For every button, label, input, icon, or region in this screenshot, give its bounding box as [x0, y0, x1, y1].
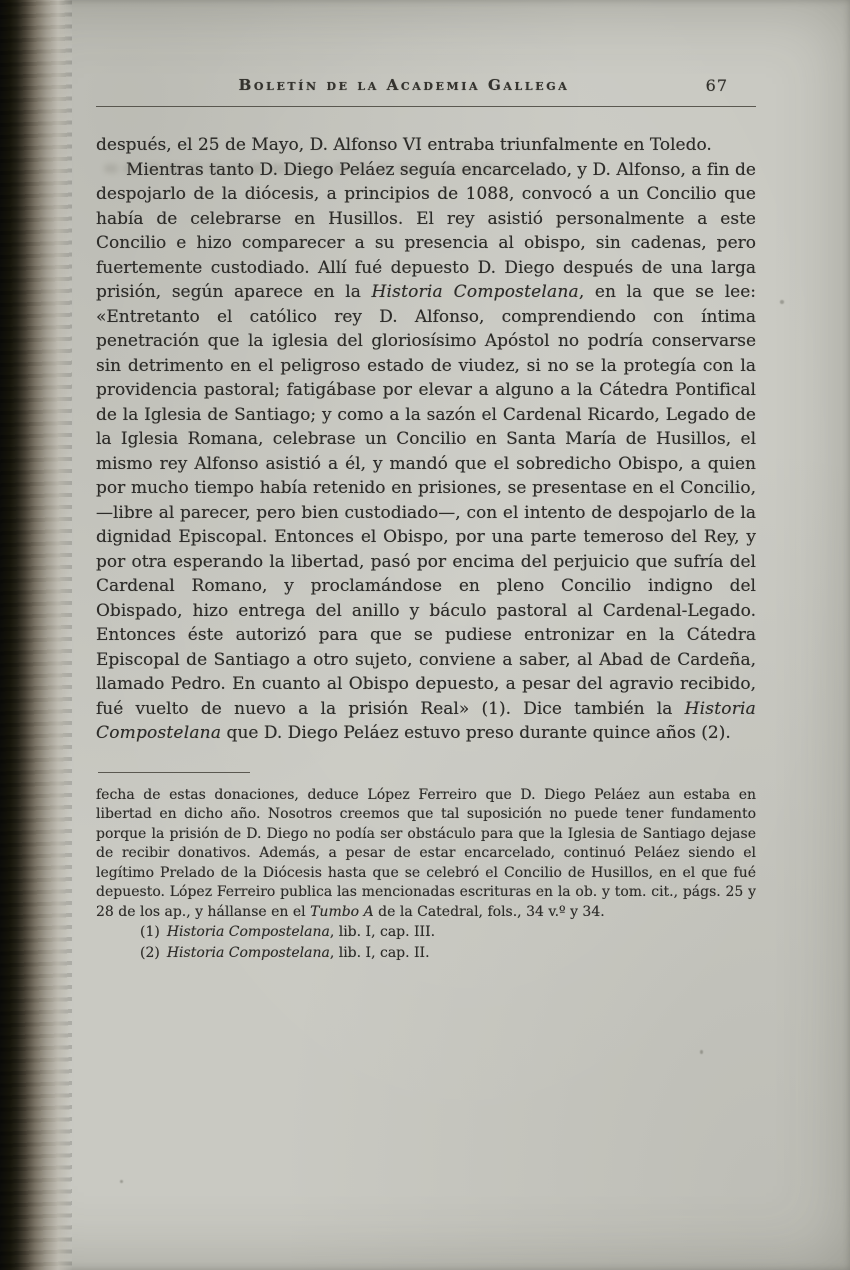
page-header — [96, 76, 756, 98]
paragraph-main: Mientras tanto D. Diego Peláez seguía encarcelado, y D. Alfonso, a fin de despojarlo de la diócesis, a principios de 1088, convocó a un Concilio que había de celebrarse en Husillos. El rey asistió personalmente a este Concilio e hizo comparecer a su presencia al obispo, sin cadenas, pero fuertemente custodiado. Allí fué depuesto D. Diego después de una larga prisión, según aparece en la Historia Compostelana, en la que se lee: «Entretanto el católico rey D. Alfonso, comprendiendo con íntima penetración que la iglesia del gloriosísimo Apóstol no podría conservarse sin detrimento en el peligroso estado de viudez, si no se la protegía con la providencia pastoral; fatigábase por elevar a alguno a la Cátedra Pontifical de la Iglesia de Santiago; y como a la sazón el Cardenal Ricardo, Legado de la Iglesia Romana, celebrase un Concilio en Santa María de Husillos, el mismo rey Alfonso asistió a él, y mandó que el sobredicho Obispo, a quien por mucho tiempo había retenido en prisiones, se presentase en el Concilio, —libre al parecer, pero bien custodiado—, con el intento de despojarlo de la dignidad Episcopal. Entonces el Obispo, por una parte temeroso del Rey, y por otra esperando la libertad, pasó por encima del perjuicio que sufría del Cardenal Romano, y proclamándose en pleno Concilio indigno del Obispado, hizo entrega del anillo y báculo pastoral al Cardenal-Legado. Entonces éste autorizó para que se pudiese entronizar en la Cátedra Episcopal de Santiago a otro sujeto, conviene a saber, al Abad de Cardeña, llamado Pedro. En cuanto al Obispo depuesto, a pesar del agravio recibido, fué vuelto de nuevo a la prisión Real» (1). Dice también la Historia Compostelana que D. Diego Peláez estuvo preso durante quince años (2). — [96, 159, 757, 743]
paper-speck — [780, 300, 784, 304]
book-binding-edge — [0, 0, 72, 1270]
footnotes-section — [96, 786, 756, 964]
header-rule — [96, 106, 756, 107]
page-content — [96, 76, 756, 963]
paper-speck — [700, 1050, 703, 1054]
footnote-separator-rule — [98, 772, 250, 773]
body-text — [96, 133, 756, 746]
footnote-continuation: fecha de estas donaciones, deduce López Ferreiro que D. Diego Peláez aun estaba en libertad en dicho año. Nosotros creemos que tal suposición no puede tener fundamento porque la prisión de D. Diego no podía ser obstáculo para que la Iglesia de Santiago dejase de recibir donativos. Además, a pesar de estar encarcelado, continuó Peláez siendo el legítimo Prelado de la Diócesis hasta que se celebró el Concilio de Husillos, en el que fué depuesto. López Ferreiro publica las mencionadas escrituras en la ob. y tom. cit., págs. 25 y 28 de los ap., y hállanse en el Tumbo A de la Catedral, fols., 34 v.º y 34. — [96, 786, 756, 920]
running-title: Boletín de la Academia Gallega — [238, 76, 570, 94]
paper-speck — [120, 1180, 123, 1183]
footnote-2: (2) Historia Compostelana, lib. I, cap. II. — [140, 944, 430, 961]
page-number: 67 — [705, 76, 728, 95]
paragraph-continuation: después, el 25 de Mayo, D. Alfonso VI entraba triunfalmente en Toledo. — [96, 135, 712, 155]
footnote-1: (1) Historia Compostelana, lib. I, cap. III. — [140, 924, 436, 940]
